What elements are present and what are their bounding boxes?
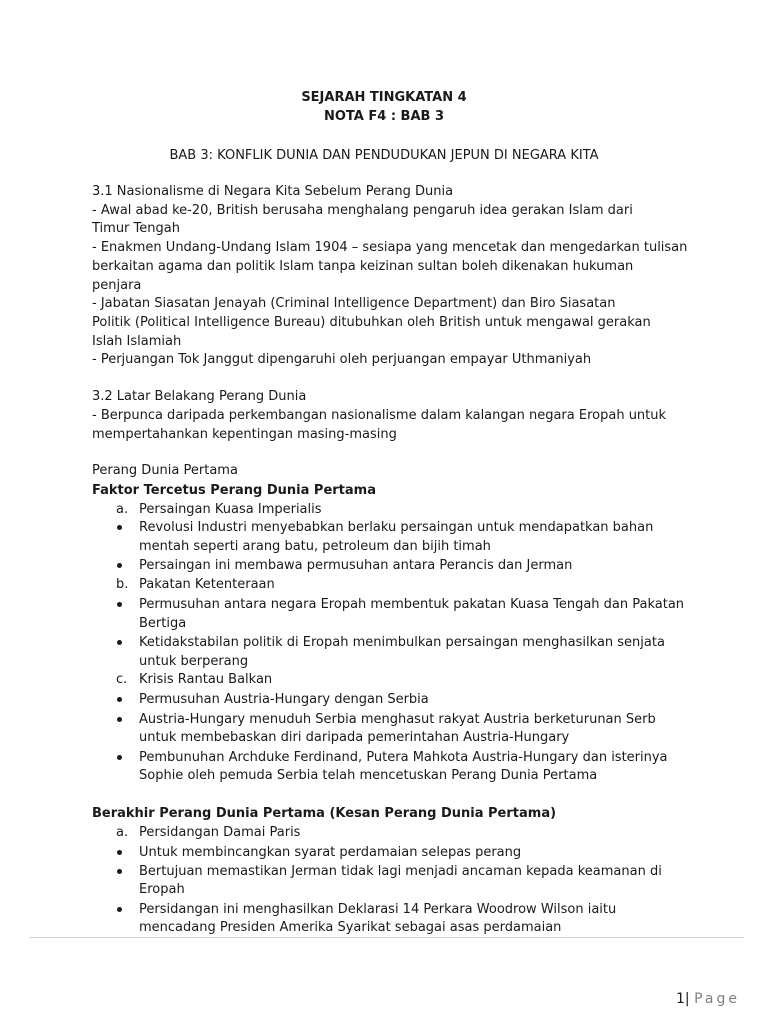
bullet-text: Sophie oleh pemuda Serbia telah mencetuskan Perang Dunia Pertama [139, 768, 598, 783]
list-item: Persaingan Kuasa Imperialis [139, 502, 322, 517]
document-title: SEJARAH TINGKATAN 4 [301, 90, 467, 105]
bullet-text: Permusuhan Austria-Hungary dengan Serbia [139, 692, 429, 707]
bullet-text: Persidangan ini menghasilkan Deklarasi 14 Perkara Woodrow Wilson iaitu [139, 902, 617, 917]
bullet-icon [117, 755, 122, 760]
bullet-text: Pembunuhan Archduke Ferdinand, Putera Mahkota Austria-Hungary dan isterinya [139, 750, 668, 765]
bullet-icon [117, 717, 122, 722]
paragraph-line: Islah Islamiah [92, 334, 182, 349]
page-footer [676, 989, 740, 1009]
paragraph-line: mempertahankan kepentingan masing-masing [92, 427, 397, 442]
bullet-text: untuk membebaskan diri daripada pemerintahan Austria-Hungary [139, 730, 570, 745]
bullet-icon [117, 602, 122, 607]
bullet-icon [117, 640, 122, 645]
document-subtitle: NOTA F4 : BAB 3 [323, 109, 444, 124]
page-number: 1 [676, 991, 685, 1007]
paragraph-line: Timur Tengah [92, 221, 180, 236]
paragraph-line: - Enakmen Undang-Undang Islam 1904 – sesiapa yang mencetak dan mengedarkan tulisan [92, 240, 688, 255]
factors-heading: Faktor Tercetus Perang Dunia Pertama [92, 483, 376, 498]
page-separator: | [684, 991, 690, 1007]
paragraph-line: - Berpunca daripada perkembangan nasionalisme dalam kalangan negara Eropah untuk [92, 408, 667, 423]
chapter-heading: BAB 3: KONFLIK DUNIA DAN PENDUDUKAN JEPUN DI NEGARA KITA [169, 148, 599, 163]
list-marker: a. [116, 825, 129, 840]
paragraph-line: Politik (Political Intelligence Bureau) ditubuhkan oleh British untuk mengawal gerakan [92, 315, 651, 330]
bullet-text: Revolusi Industri menyebabkan berlaku persaingan untuk mendapatkan bahan [139, 520, 654, 535]
bullet-text: Austria-Hungary menuduh Serbia menghasut rakyat Austria berketurunan Serb [139, 712, 656, 727]
bullet-text: Ketidakstabilan politik di Eropah menimbulkan persaingan menghasilkan senjata [139, 635, 665, 650]
list-marker: c. [116, 672, 128, 687]
list-item: Krisis Rantau Balkan [139, 672, 273, 687]
paragraph-line: - Awal abad ke-20, British berusaha menghalang pengaruh idea gerakan Islam dari [92, 203, 633, 218]
footer-divider [30, 937, 744, 938]
bullet-text: Eropah [139, 882, 185, 897]
page-label: Page [694, 991, 740, 1007]
list-item: Persidangan Damai Paris [139, 825, 301, 840]
bullet-text: mencadang Presiden Amerika Syarikat sebagai asas perdamaian [139, 920, 562, 935]
bullet-icon [117, 869, 122, 874]
bullet-text: Bertujuan memastikan Jerman tidak lagi menjadi ancaman kepada keamanan di [139, 864, 662, 879]
list-marker: a. [116, 502, 129, 517]
bullet-text: Untuk membincangkan syarat perdamaian selepas perang [139, 845, 522, 860]
paragraph-line: - Jabatan Siasatan Jenayah (Criminal Intelligence Department) dan Biro Siasatan [92, 296, 616, 311]
bullet-text: mentah seperti arang batu, petroleum dan bijih timah [139, 539, 491, 554]
bullet-icon [117, 563, 122, 568]
paragraph-line: penjara [92, 278, 142, 293]
bullet-icon [117, 907, 122, 912]
paragraph-line: - Perjuangan Tok Janggut dipengaruhi oleh perjuangan empayar Uthmaniyah [92, 352, 592, 367]
paragraph-line: berkaitan agama dan politik Islam tanpa keizinan sultan boleh dikenakan hukuman [92, 259, 634, 274]
bullet-icon [117, 697, 122, 702]
list-item: Pakatan Ketenteraan [139, 577, 275, 592]
section-heading-3-1: 3.1 Nasionalisme di Negara Kita Sebelum Perang Dunia [92, 184, 454, 199]
bullet-icon [117, 850, 122, 855]
end-heading: Berakhir Perang Dunia Pertama (Kesan Perang Dunia Pertama) [92, 806, 557, 821]
bullet-text: Bertiga [139, 616, 187, 631]
list-marker: b. [116, 577, 129, 592]
bullet-icon [117, 525, 122, 530]
subsection-label: Perang Dunia Pertama [92, 463, 238, 478]
bullet-text: Permusuhan antara negara Eropah membentuk pakatan Kuasa Tengah dan Pakatan [139, 597, 685, 612]
section-heading-3-2: 3.2 Latar Belakang Perang Dunia [92, 389, 307, 404]
bullet-text: untuk berperang [139, 654, 249, 669]
bullet-text: Persaingan ini membawa permusuhan antara Perancis dan Jerman [139, 558, 573, 573]
